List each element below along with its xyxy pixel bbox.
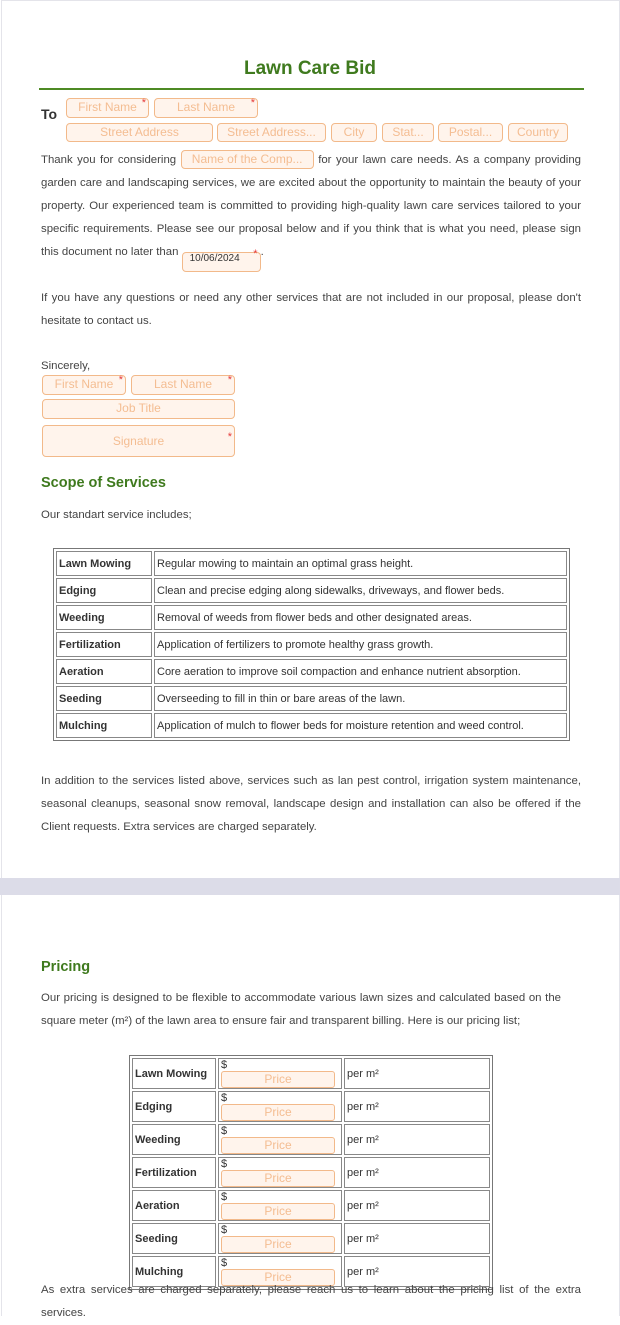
document-title: Lawn Care Bid bbox=[244, 58, 376, 79]
service-name: Edging bbox=[56, 578, 152, 603]
price-cell bbox=[218, 1190, 342, 1221]
signature-field[interactable]: Signature * bbox=[42, 425, 235, 457]
table-row bbox=[56, 659, 567, 684]
price-unit: per m² bbox=[344, 1124, 490, 1155]
price-unit: per m² bbox=[344, 1157, 490, 1188]
scope-intro: Our standart service includes; bbox=[41, 509, 192, 521]
price-cell bbox=[218, 1058, 342, 1089]
price-service-name: Weeding bbox=[132, 1124, 216, 1155]
title-divider bbox=[39, 88, 584, 90]
service-description: Core aeration to improve soil compaction and enhance nutrient absorption. bbox=[154, 659, 567, 684]
price-input[interactable]: Price bbox=[221, 1236, 335, 1253]
price-service-name: Mulching bbox=[132, 1256, 216, 1287]
price-service-name: Aeration bbox=[132, 1190, 216, 1221]
table-row bbox=[56, 551, 567, 576]
price-service-name: Fertilization bbox=[132, 1157, 216, 1188]
table-row bbox=[56, 578, 567, 603]
sincerely-text: Sincerely, bbox=[41, 360, 91, 372]
to-label: To bbox=[41, 106, 58, 122]
service-description: Clean and precise edging along sidewalks, driveways, and flower beds. bbox=[154, 578, 567, 603]
price-input[interactable]: Price bbox=[221, 1170, 335, 1187]
table-row bbox=[56, 686, 567, 711]
price-input[interactable]: Price bbox=[221, 1071, 335, 1088]
table-row bbox=[56, 713, 567, 738]
currency-symbol: $ bbox=[221, 1191, 228, 1203]
intro-paragraph: Thank you for considering Name of the Comp... for your lawn care needs. As a company providing garden care and landscaping services, we are excited about the opportunity to maintain the beauty of your property. Our experienced team is committed to providing high-quality lawn care services tailored to your specific requirements. Please see our proposal below and if you think that is what you need, please sign this document no later than 10/06/2024 * . bbox=[41, 149, 581, 272]
service-description: Application of mulch to flower beds for moisture retention and weed control. bbox=[154, 713, 567, 738]
table-row bbox=[132, 1157, 490, 1188]
scope-heading: Scope of Services bbox=[41, 475, 166, 491]
price-unit: per m² bbox=[344, 1058, 490, 1089]
recipient-street-address2-field[interactable]: Street Address... bbox=[217, 123, 326, 142]
service-description: Removal of weeds from flower beds and other designated areas. bbox=[154, 605, 567, 630]
service-name: Weeding bbox=[56, 605, 152, 630]
price-unit: per m² bbox=[344, 1091, 490, 1122]
currency-symbol: $ bbox=[221, 1224, 228, 1236]
recipient-state-field[interactable]: Stat... bbox=[382, 123, 434, 142]
service-description: Overseeding to fill in thin or bare areas of the lawn. bbox=[154, 686, 567, 711]
pricing-heading: Pricing bbox=[41, 959, 91, 975]
table-row bbox=[56, 605, 567, 630]
table-row bbox=[56, 632, 567, 657]
extra-services-paragraph: In addition to the services listed above, services such as lan pest control, irrigation system maintenance, seasonal cleanups, seasonal snow removal, landscape design and installation can also be offered if the Client requests. Extra services are charged separately. bbox=[41, 775, 581, 833]
price-cell bbox=[218, 1124, 342, 1155]
pricing-intro: Our pricing is designed to be flexible to accommodate various lawn sizes and calculated based on the square meter (m²) of the lawn area to ensure fair and transparent billing. Here is our pricing list; bbox=[41, 992, 561, 1027]
price-cell bbox=[218, 1157, 342, 1188]
price-cell bbox=[218, 1091, 342, 1122]
price-service-name: Seeding bbox=[132, 1223, 216, 1254]
currency-symbol: $ bbox=[221, 1092, 228, 1104]
sender-first-name-field[interactable]: First Name * bbox=[42, 375, 126, 395]
table-row bbox=[132, 1058, 490, 1089]
price-unit: per m² bbox=[344, 1223, 490, 1254]
recipient-first-name-field[interactable]: First Name * bbox=[66, 98, 149, 118]
recipient-city-field[interactable]: City bbox=[331, 123, 377, 142]
services-table bbox=[53, 548, 570, 741]
service-description: Regular mowing to maintain an optimal grass height. bbox=[154, 551, 567, 576]
price-cell bbox=[218, 1223, 342, 1254]
price-input[interactable]: Price bbox=[221, 1104, 335, 1121]
recipient-country-field[interactable]: Country bbox=[508, 123, 568, 142]
company-name-field[interactable]: Name of the Comp... bbox=[181, 150, 314, 169]
price-input[interactable]: Price bbox=[221, 1269, 335, 1286]
price-service-name: Edging bbox=[132, 1091, 216, 1122]
service-name: Mulching bbox=[56, 713, 152, 738]
service-name: Fertilization bbox=[56, 632, 152, 657]
currency-symbol: $ bbox=[221, 1059, 228, 1071]
price-input[interactable]: Price bbox=[221, 1137, 335, 1154]
price-input[interactable]: Price bbox=[221, 1203, 335, 1220]
sender-last-name-field[interactable]: Last Name * bbox=[131, 375, 235, 395]
table-row bbox=[132, 1124, 490, 1155]
price-unit: per m² bbox=[344, 1256, 490, 1287]
recipient-postal-field[interactable]: Postal... bbox=[438, 123, 503, 142]
pricing-table bbox=[129, 1055, 493, 1290]
service-description: Application of fertilizers to promote healthy grass growth. bbox=[154, 632, 567, 657]
service-name: Lawn Mowing bbox=[56, 551, 152, 576]
recipient-street-address-field[interactable]: Street Address bbox=[66, 123, 213, 142]
table-row bbox=[132, 1091, 490, 1122]
service-name: Aeration bbox=[56, 659, 152, 684]
job-title-field[interactable]: Job Title bbox=[42, 399, 235, 419]
currency-symbol: $ bbox=[221, 1125, 228, 1137]
currency-symbol: $ bbox=[221, 1257, 228, 1269]
pricing-footer: As extra services are charged separately, please reach us to learn about the pricing list of the extra services. bbox=[41, 1284, 581, 1319]
recipient-last-name-field[interactable]: Last Name * bbox=[154, 98, 258, 118]
price-service-name: Lawn Mowing bbox=[132, 1058, 216, 1089]
questions-paragraph: If you have any questions or need any other services that are not included in our proposal, please don't hesitate to contact us. bbox=[41, 292, 581, 327]
price-unit: per m² bbox=[344, 1190, 490, 1221]
currency-symbol: $ bbox=[221, 1158, 228, 1170]
page-separator bbox=[0, 878, 620, 895]
table-row bbox=[132, 1190, 490, 1221]
service-name: Seeding bbox=[56, 686, 152, 711]
table-row bbox=[132, 1223, 490, 1254]
deadline-date-field[interactable]: 10/06/2024 * bbox=[182, 252, 261, 272]
